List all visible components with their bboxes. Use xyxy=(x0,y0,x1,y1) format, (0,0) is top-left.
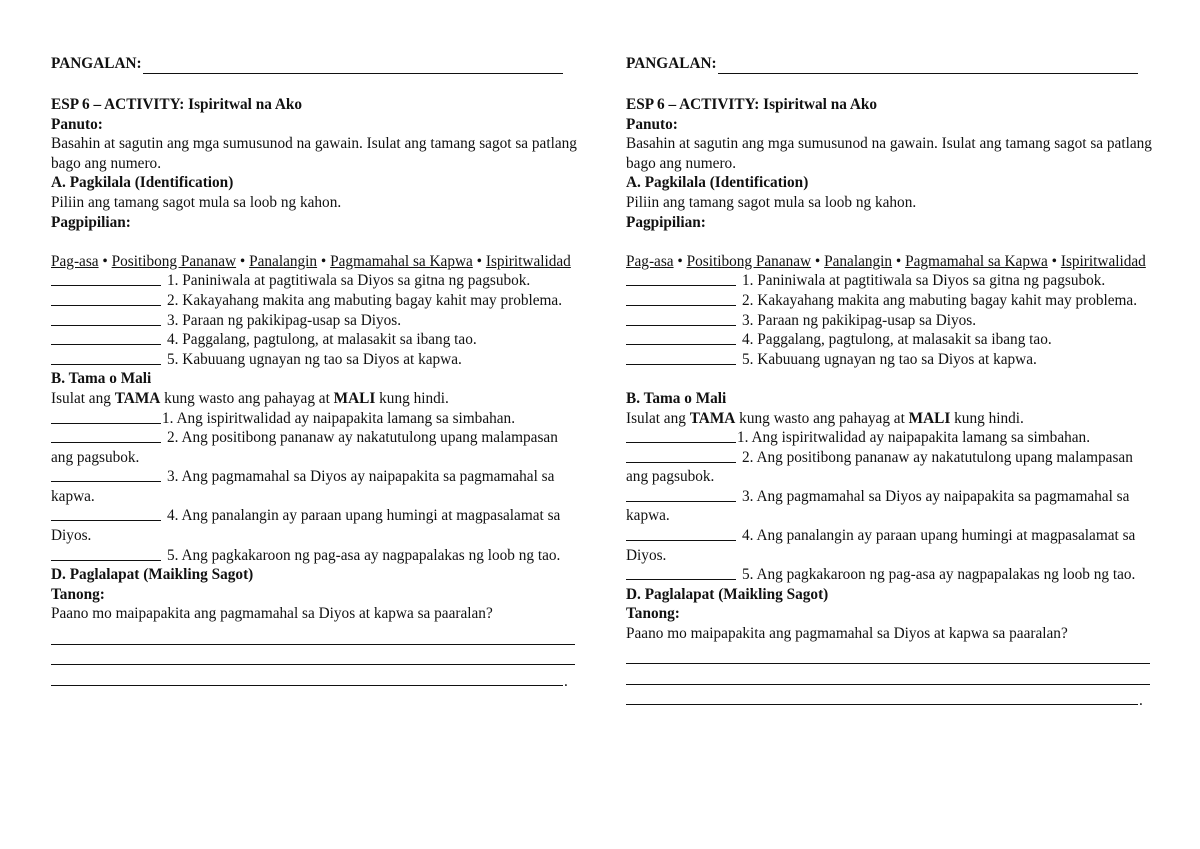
answer-blank[interactable] xyxy=(626,311,736,326)
question-label: Tanong: xyxy=(51,585,105,603)
choice-panalangin: Panalangin xyxy=(824,252,893,270)
item-text: 2. Kakayahang makita ang mabuting bagay kahit may problema. xyxy=(742,291,1138,309)
item-text: 3. Paraan ng pakikipag-usap sa Diyos. xyxy=(167,311,402,329)
choice-pag-asa: Pag-asa xyxy=(626,252,674,270)
spacer xyxy=(51,232,581,252)
item-text: 4. Paggalang, pagtulong, at malasakit sa ibang tao. xyxy=(742,331,1052,349)
choice-separator: • xyxy=(102,252,108,270)
choice-pagmamahal-sa-kapwa: Pagmamahal sa Kapwa xyxy=(330,252,473,270)
section-b-item xyxy=(626,487,1156,526)
section-a-item xyxy=(51,271,581,291)
answer-blank[interactable] xyxy=(626,487,736,502)
item-text: 1. Paniniwala at pagtitiwala sa Diyos sa gitna ng pagsubok. xyxy=(167,272,531,290)
item-text: 2. Kakayahang makita ang mabuting bagay kahit may problema. xyxy=(167,291,563,309)
name-field[interactable] xyxy=(718,58,1138,74)
section-a-item xyxy=(51,291,581,311)
choice-separator: • xyxy=(320,252,327,270)
panuto-text: Basahin at sagutin ang mga sumusunod na gawain. Isulat ang tamang sagot sa patlang bago ang numero. xyxy=(51,135,577,172)
section-d-heading: D. Paglalapat (Maikling Sagot) xyxy=(51,566,254,584)
answer-blank[interactable] xyxy=(51,291,161,306)
section-a-item xyxy=(626,291,1156,311)
section-b-instruction: Isulat ang TAMA kung wasto ang pahayag at MALI kung hindi. xyxy=(626,409,1024,427)
answer-blank[interactable] xyxy=(626,271,736,286)
worksheet-title: ESP 6 – ACTIVITY: Ispiritwal na Ako xyxy=(626,96,878,113)
section-a-instruction: Piliin ang tamang sagot mula sa loob ng kahon. xyxy=(626,193,917,211)
section-a-item xyxy=(51,350,581,370)
section-b-item xyxy=(626,428,1156,448)
answer-line[interactable] xyxy=(51,624,575,645)
section-b-item xyxy=(51,467,581,506)
answer-line[interactable] xyxy=(626,664,1150,685)
name-field[interactable] xyxy=(143,58,563,74)
choices-list xyxy=(51,252,581,272)
answer-blank[interactable] xyxy=(51,330,161,345)
answer-line[interactable] xyxy=(626,685,1138,706)
answer-line[interactable] xyxy=(626,644,1150,665)
section-b-heading: B. Tama o Mali xyxy=(51,370,152,388)
name-row xyxy=(626,50,1156,74)
section-a-heading: A. Pagkilala (Identification) xyxy=(626,174,809,192)
answer-blank[interactable] xyxy=(626,448,736,463)
answer-blank[interactable] xyxy=(51,506,161,521)
answer-line-last xyxy=(51,665,581,691)
answer-blank[interactable] xyxy=(51,409,161,424)
item-text: 3. Ang pagmamahal sa Diyos ay naipapakita sa pagmamahal sa kapwa. xyxy=(51,468,555,505)
section-b-item xyxy=(51,506,581,545)
choices-label: Pagpipilian: xyxy=(626,213,706,231)
item-text: 3. Paraan ng pakikipag-usap sa Diyos. xyxy=(742,311,977,329)
answer-line[interactable] xyxy=(51,665,563,686)
choice-panalangin: Panalangin xyxy=(249,252,318,270)
panuto-label: Panuto: xyxy=(51,115,103,133)
section-b-item xyxy=(51,409,581,429)
answer-blank[interactable] xyxy=(51,271,161,286)
section-b-item xyxy=(626,565,1156,585)
panuto-label: Panuto: xyxy=(626,115,678,133)
item-text: 1. Ang ispiritwalidad ay naipapakita lamang sa simbahan. xyxy=(162,409,516,427)
end-mark: . xyxy=(564,672,568,690)
section-a-item xyxy=(51,311,581,331)
section-b-item xyxy=(51,428,581,467)
section-b-instruction: Isulat ang TAMA kung wasto ang pahayag at MALI kung hindi. xyxy=(51,389,449,407)
item-text: 5. Ang pagkakaroon ng pag-asa ay nagpapalakas ng loob ng tao. xyxy=(742,566,1136,584)
panuto-text: Basahin at sagutin ang mga sumusunod na gawain. Isulat ang tamang sagot sa patlang bago ang numero. xyxy=(626,135,1152,172)
choice-separator: • xyxy=(895,252,902,270)
spacer xyxy=(626,232,1156,252)
item-text: 2. Ang positibong pananaw ay nakatutulong upang malampasan ang pagsubok. xyxy=(626,448,1133,486)
choice-separator: • xyxy=(677,252,683,270)
name-label: PANGALAN: xyxy=(626,55,717,73)
item-text: 2. Ang positibong pananaw ay nakatutulong upang malampasan ang pagsubok. xyxy=(51,429,558,466)
section-a-instruction: Piliin ang tamang sagot mula sa loob ng kahon. xyxy=(51,193,342,211)
section-b-item xyxy=(626,448,1156,487)
item-text: 4. Ang panalangin ay paraan upang humingi at magpasalamat sa Diyos. xyxy=(626,527,1136,564)
choice-ispiritwalidad: Ispiritwalidad xyxy=(1060,252,1146,270)
section-a-item xyxy=(51,330,581,350)
answer-blank[interactable] xyxy=(51,350,161,365)
choice-positibong-pananaw: Positibong Pananaw xyxy=(686,252,812,270)
choice-ispiritwalidad: Ispiritwalidad xyxy=(485,252,571,270)
answer-blank[interactable] xyxy=(626,330,736,345)
choices-list xyxy=(626,252,1156,272)
answer-line[interactable] xyxy=(51,645,575,666)
item-text: 5. Kabuuang ugnayan ng tao sa Diyos at kapwa. xyxy=(167,350,462,368)
section-b-item xyxy=(626,526,1156,565)
section-d-heading: D. Paglalapat (Maikling Sagot) xyxy=(626,585,829,603)
item-text: 3. Ang pagmamahal sa Diyos ay naipapakita sa pagmamahal sa kapwa. xyxy=(626,487,1130,525)
section-a-item xyxy=(626,271,1156,291)
answer-blank[interactable] xyxy=(51,428,161,443)
answer-blank[interactable] xyxy=(626,526,736,541)
section-b-item xyxy=(51,546,581,566)
choice-separator: • xyxy=(239,252,246,270)
answer-blank[interactable] xyxy=(626,291,736,306)
item-text: 5. Kabuuang ugnayan ng tao sa Diyos at kapwa. xyxy=(742,350,1037,368)
choices-label: Pagpipilian: xyxy=(51,213,131,231)
section-b-heading: B. Tama o Mali xyxy=(626,389,727,407)
item-text: 1. Paniniwala at pagtitiwala sa Diyos sa gitna ng pagsubok. xyxy=(742,272,1106,290)
item-text: 5. Ang pagkakaroon ng pag-asa ay nagpapalakas ng loob ng tao. xyxy=(167,546,561,564)
name-label: PANGALAN: xyxy=(51,55,142,73)
answer-blank[interactable] xyxy=(51,546,161,561)
choice-pag-asa: Pag-asa xyxy=(51,252,99,270)
choice-separator: • xyxy=(476,252,483,270)
item-text: 4. Paggalang, pagtulong, at malasakit sa ibang tao. xyxy=(167,331,477,349)
question-text: Paano mo maipapakita ang pagmamahal sa Diyos at kapwa sa paaralan? xyxy=(626,625,1068,643)
choice-separator: • xyxy=(1051,252,1058,270)
choice-pagmamahal-sa-kapwa: Pagmamahal sa Kapwa xyxy=(905,252,1048,270)
answer-blank[interactable] xyxy=(626,428,736,443)
answer-blank[interactable] xyxy=(626,565,736,580)
answer-line-last xyxy=(626,685,1156,711)
worksheet-left xyxy=(51,50,581,691)
worksheet-title: ESP 6 – ACTIVITY: Ispiritwal na Ako xyxy=(51,96,303,113)
question-label: Tanong: xyxy=(626,605,680,623)
question-text: Paano mo maipapakita ang pagmamahal sa Diyos at kapwa sa paaralan? xyxy=(51,605,493,623)
section-a-item xyxy=(626,350,1156,370)
section-a-item xyxy=(626,330,1156,350)
section-a-item xyxy=(626,311,1156,331)
choice-positibong-pananaw: Positibong Pananaw xyxy=(111,252,237,270)
name-row xyxy=(51,50,581,74)
answer-blank[interactable] xyxy=(51,467,161,482)
choice-separator: • xyxy=(814,252,821,270)
item-text: 1. Ang ispiritwalidad ay naipapakita lamang sa simbahan. xyxy=(737,429,1091,447)
section-a-heading: A. Pagkilala (Identification) xyxy=(51,174,234,192)
worksheet-right xyxy=(626,50,1156,711)
answer-blank[interactable] xyxy=(626,350,736,365)
end-mark: . xyxy=(1139,692,1143,710)
item-text: 4. Ang panalangin ay paraan upang humingi at magpasalamat sa Diyos. xyxy=(51,507,561,545)
answer-blank[interactable] xyxy=(51,311,161,326)
